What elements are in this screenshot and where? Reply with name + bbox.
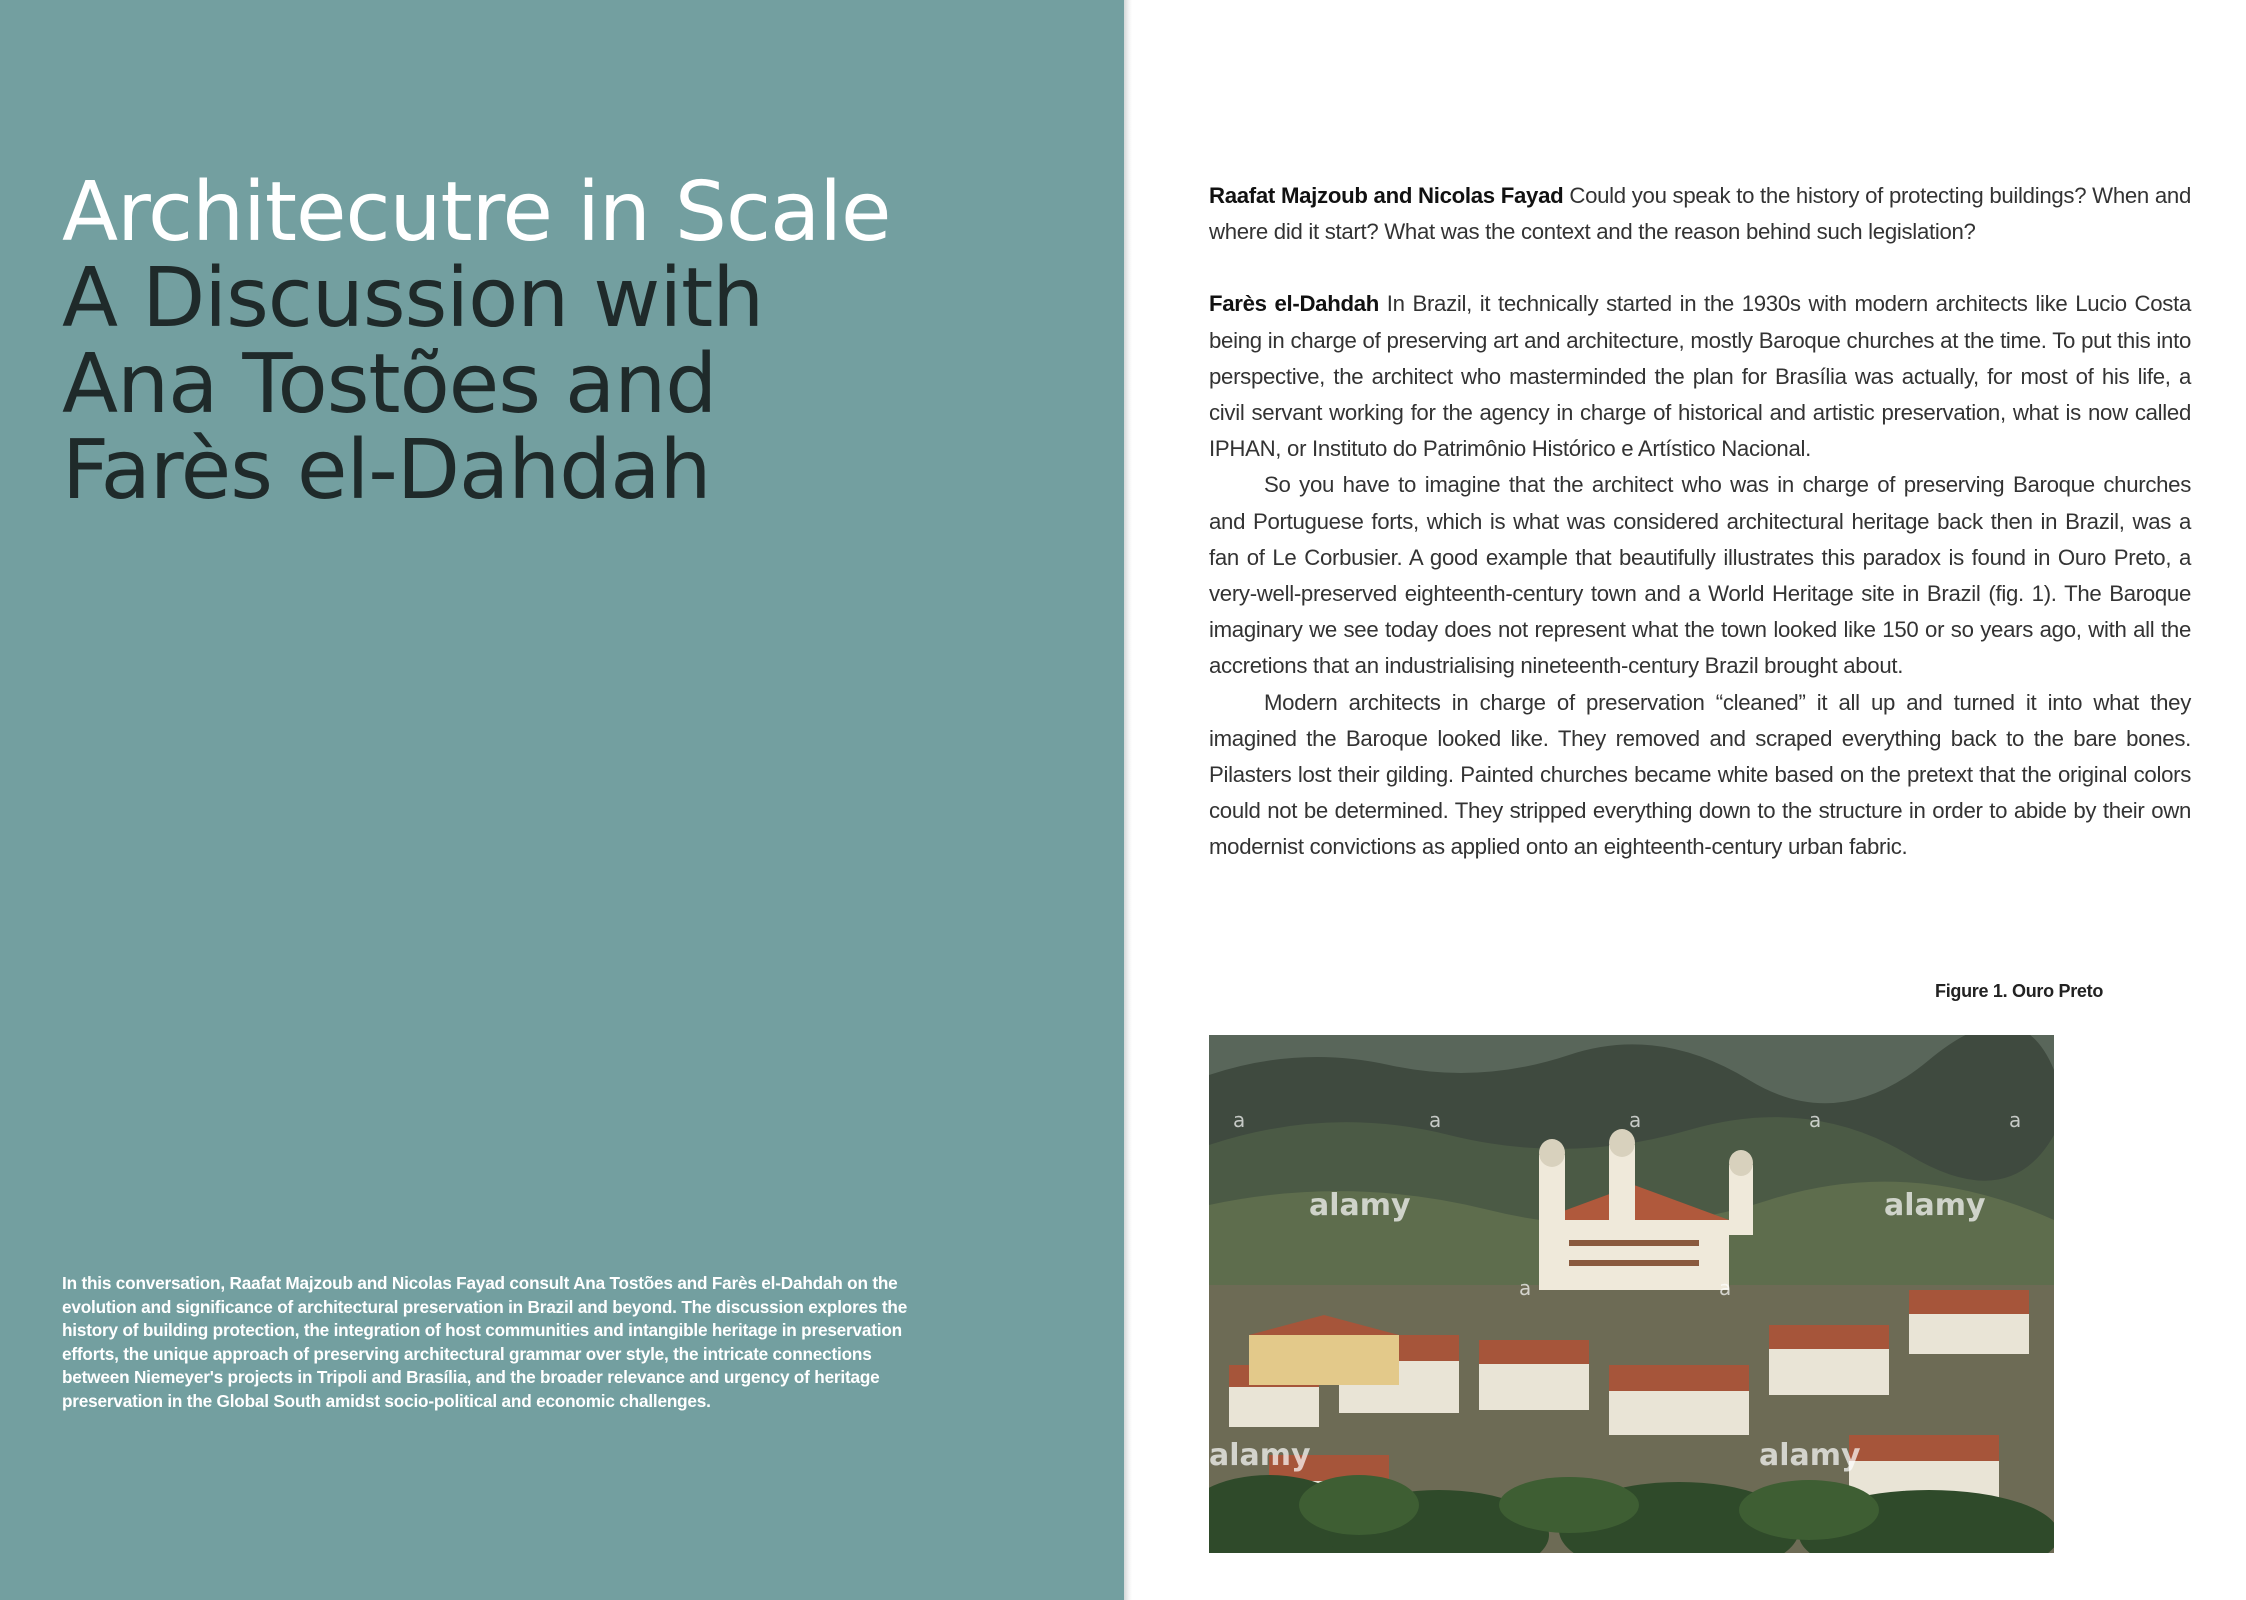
watermark-4: alamy [1759,1438,1861,1473]
answer-speaker: Farès el-Dahdah [1209,291,1380,317]
answer-text-1: In Brazil, it technically started in the 1930s with modern architects like Lucio Costa being in charge of preserving art and architecture, mostly Baroque churches at the time. To put this into perspective, the architect who masterminded the plan for Brasília was actually, for most of his life, a civil servant working for the agency in charge of historical and artistic preservation, what is now called IPHAN, or Instituto do Patrimônio Histórico e Artístico Nacional. [1209,291,2191,462]
title-line-3: Ana Tostões and [62,337,717,432]
interview-text [1209,178,2191,866]
title-line-2: A Discussion with [62,251,764,346]
watermark-mark-7: a [1719,1276,1732,1300]
figure-caption: Figure 1. Ouro Preto [1935,981,2104,1001]
watermark-mark-6: a [1519,1276,1532,1300]
article-title [62,165,1062,518]
page-gutter [1124,0,1132,1600]
watermark-mark-4: a [1809,1108,1822,1132]
title-line-1: Architecutre in Scale [62,165,891,260]
figure-photo-ouro-preto [1209,1035,2054,1553]
watermark-mark-2: a [1429,1108,1442,1132]
question-paragraph [1209,178,2191,250]
watermark-mark-1: a [1233,1108,1246,1132]
answer-paragraph-2: So you have to imagine that the architect who was in charge of preserving Baroque churches and Portuguese forts, which is what was considered architectural heritage back then in Brazil, was a fan of Le Corbusier. A good example that beautifully illustrates this paradox is found in Ouro Preto, a very-well-preserved eighteenth-century town and a World Heritage site in Brazil (fig. 1). The Baroque imaginary we see today does not represent what the town looked like 150 or so years ago, with all the accretions that an industrialising nineteenth-century Brazil brought about. [1209,472,2191,679]
watermark-2: alamy [1884,1188,1986,1223]
watermark-mark-5: a [2009,1108,2022,1132]
watermark-3: alamy [1209,1438,1311,1473]
title-line-4: Farès el-Dahdah [62,423,711,518]
answer-paragraph-1 [1209,286,2191,467]
watermark-mark-3: a [1629,1108,1642,1132]
question-text: Could you speak to the history of protecting buildings? When and where did it start? What was the context and the reason behind such legislation? [1209,183,2191,245]
abstract: In this conversation, Raafat Majzoub and Nicolas Fayad consult Ana Tostões and Farès el-Dahdah on the evolution and significance of architectural preservation in Brazil and beyond. The discussion explores the history of building protection, the integration of host communities and intangible heritage in preservation efforts, the unique approach of preserving architectural grammar over style, the intricate connections between Niemeyer's projects in Tripoli and Brasília, and the broader relevance and urgency of heritage preservation in the Global South amidst socio-political and economic challenges. [62,1273,908,1411]
answer-paragraph-3: Modern architects in charge of preservation “cleaned” it all up and turned it into what they imagined the Baroque looked like. They removed and scraped everything back to the bare bones. Pilasters lost their gilding. Painted churches became white based on the pretext that the original colors could not be determined. They stripped everything down to the structure in order to abide by their own modernist convictions as applied onto an eighteenth-century urban fabric. [1209,689,2191,860]
watermark-1: alamy [1309,1188,1411,1223]
question-speaker: Raafat Majzoub and Nicolas Fayad [1209,183,1564,208]
